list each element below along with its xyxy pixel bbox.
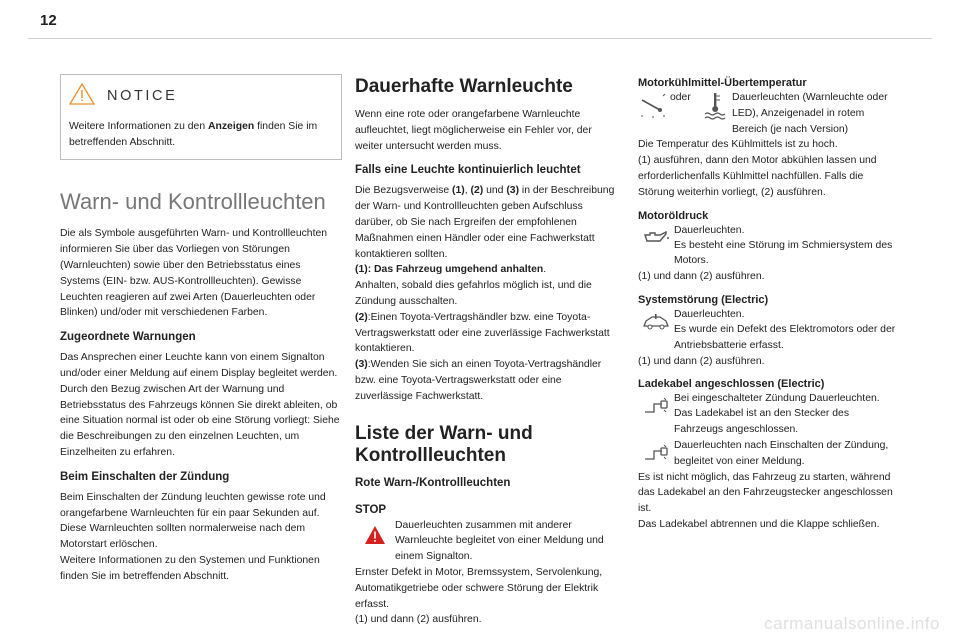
paragraph: Weitere Informationen zu den Systemen und Funktionen finden Sie im betreffenden Abschnitt. (60, 554, 320, 582)
system-text: Dauerleuchten. (674, 308, 745, 320)
subheading-red-lights: Rote Warn-/Kontrollleuchten (355, 476, 511, 489)
stop-text: Dauerleuchten zusammen mit anderer Warnleuchte begleitet von einer Meldung und einem Signalton. (395, 519, 604, 563)
section-title-permanent: Dauerhafte Warnleuchte (355, 76, 573, 97)
subheading-ignition: Beim Einschalten der Zündung (60, 470, 230, 483)
paragraph: Ernster Defekt in Motor, Bremssystem, Servolenkung, Automatikgetriebe oder schwere Störung der Elektrik erfasst. (355, 566, 603, 610)
paragraph: Beim Einschalten der Zündung leuchten gewisse rote und orangefarbene Warnleuchten für ein paar Sekunden auf. Diese Warnleuchten sollten normalerweise nach dem Motorstart erlöschen. (60, 491, 326, 551)
system-title: Systemstörung (Electric) (638, 293, 769, 306)
stop-title: STOP (355, 503, 387, 516)
notice-header (69, 83, 333, 111)
reference-2: (2):Einen Toyota-Vertragshändler bzw. eine Toyota-Vertragswerkstatt oder eine zuverlässige Fachwerkstatt kontaktieren. (355, 311, 610, 355)
paragraph: Es wurde ein Defekt des Elektromotors oder der Antriebsbatterie erfasst. (674, 323, 896, 351)
column-right (638, 76, 900, 533)
cable-text-2: Dauerleuchten nach Einschalten der Zündung, begleitet von einer Meldung. (674, 439, 889, 467)
column-middle (355, 68, 617, 628)
paragraph: (1) ausführen, dann den Motor abkühlen lassen und erforderlichenfalls Kühlmittel nachfüllen. Falls die Störung weiterhin vorliegt, (2) ausführen. (638, 155, 877, 198)
warning-triangle-icon (69, 83, 95, 111)
section-title-warn: Warn- und Kontrollleuchten (60, 189, 326, 215)
paragraph: Die Bezugsverweise (1), (2) und (3) in der Beschreibung der Warn- und Kontrollleuchten geben Aufschluss darüber, ob Sie nach Ergreifen der empfohlenen Maßnahmen einen Händler oder eine Fachwerkstatt kontaktieren sollten. (355, 185, 615, 260)
charging-cable-icon (638, 438, 674, 468)
paragraph: Das Ladekabel ist an den Stecker des Fahrzeugs angeschlossen. (674, 408, 850, 436)
coolant-oder: oder (670, 92, 691, 103)
cable-title: Ladekabel angeschlossen (Electric) (638, 378, 825, 391)
charging-cable-icon (638, 391, 674, 421)
coolant-thermometer-icon (700, 90, 732, 120)
coolant-title: Motorkühlmittel-Übertemperatur (638, 77, 807, 89)
subheading-warnings: Zugeordnete Warnungen (60, 331, 196, 344)
notice-title: NOTICE (107, 88, 178, 104)
paragraph: Wenn eine rote oder orangefarbene Warnleuchte aufleuchtet, liegt möglicherweise ein Fehler vor, der weiter untersucht werden muss. (355, 109, 592, 152)
paragraph: (1) und dann (2) ausführen. (638, 355, 765, 367)
page-number: 12 (40, 12, 57, 29)
paragraph: Das Ladekabel abtrennen und die Klappe schließen. (638, 518, 880, 530)
cable-text-1: Bei eingeschalteter Zündung Dauerleuchten. (674, 393, 880, 405)
section-intro: Die als Symbole ausgeführten Warn- und Kontrollleuchten informieren Sie über das Vorliegen von Störungen (Warnleuchten) sowie über den Betriebsstatus eines Systems (EIN- bzw. AUS-Kontrollleuchten). Gewisse Leuchten reagieren auf zwei Arten (Dauerleuchten oder Blinken) und/oder mit verschiedenen Farben. (60, 228, 328, 319)
coolant-entry (638, 90, 900, 137)
coolant-gauge-icon (638, 90, 670, 120)
system-fault-car-icon (638, 307, 674, 337)
cable-entry-2 (638, 438, 900, 470)
paragraph: Es besteht eine Störung im Schmiersystem des Motors. (674, 239, 893, 267)
header-divider (28, 38, 932, 39)
notice-box (60, 74, 342, 160)
coolant-text: Dauerleuchten (Warnleuchte oder LED), Anzeigenadel in rotem Bereich (je nach Version) (732, 92, 888, 135)
oil-text-block (674, 223, 744, 239)
oil-text: Dauerleuchten. (674, 224, 745, 236)
section-title-list: Liste der Warn- und Kontrollleuchten (355, 422, 533, 466)
reference-3: (3):Wenden Sie sich an einen Toyota-Vertragshändler bzw. eine Toyota-Vertragswerkstatt oder eine zuverlässige Fachwerkstatt. (355, 359, 602, 402)
column-left (60, 68, 342, 585)
stop-warning-icon (355, 518, 395, 552)
subheading-continuous: Falls eine Leuchte kontinuierlich leuchtet (355, 164, 581, 177)
paragraph: Das Ansprechen einer Leuchte kann von einem Signalton und/oder einer Meldung auf einem Display begleitet werden. (60, 352, 338, 379)
paragraph: Die Temperatur des Kühlmittels ist zu hoch. (638, 139, 838, 151)
watermark: carmanualsonline.info (764, 614, 940, 633)
paragraph: Durch den Bezug zwischen Art der Warnung und Betriebsstatus des Fahrzeugs können Sie direkt ableiten, ob eine Situation normal ist oder ob eine Störung vorliegt: Siehe die Beschreibungen zu den einzelnen Leuchten, um Einzelheiten zu erfahren. (60, 383, 340, 458)
paragraph: (1) und dann (2) ausführen. (355, 614, 482, 626)
oil-title: Motoröldruck (638, 209, 709, 222)
paragraph: Es ist nicht möglich, das Fahrzeug zu starten, während das Ladekabel an den Fahrzeugstecker angeschlossen ist. (638, 471, 893, 515)
notice-text: Weitere Informationen zu den Anzeigen finden Sie im betreffenden Abschnitt. (69, 120, 318, 148)
stop-entry (355, 518, 617, 565)
paragraph: (1) und dann (2) ausführen. (638, 271, 765, 283)
oil-can-icon (638, 223, 674, 253)
reference-1: (1): Das Fahrzeug umgehend anhalten. (355, 264, 547, 276)
paragraph: Anhalten, sobald dies gefahrlos möglich ist, und die Zündung ausschalten. (355, 280, 592, 307)
